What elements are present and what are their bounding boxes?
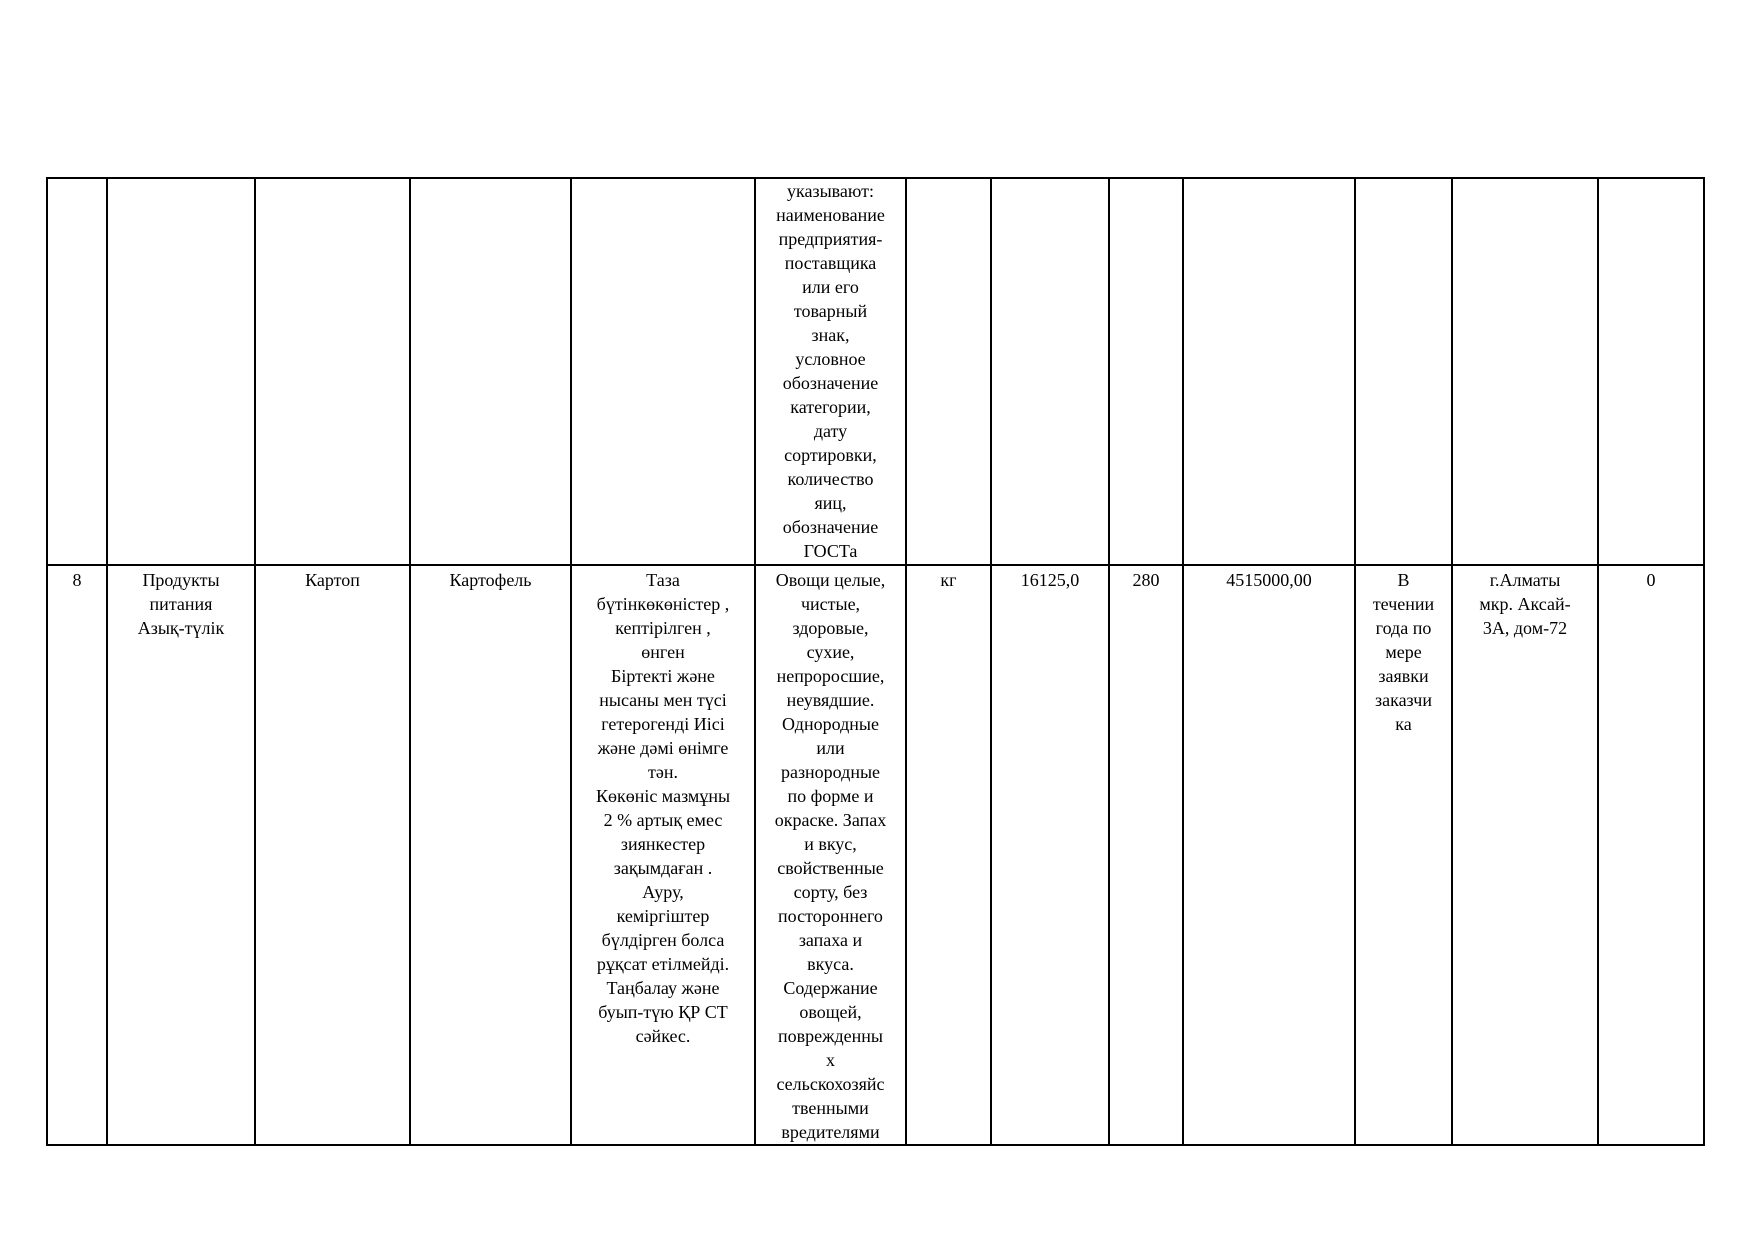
- table-row: [47, 178, 1704, 565]
- cell-num: [47, 178, 107, 565]
- cell-delivery-term: В течении года по мере заявки заказчи ка: [1355, 565, 1452, 1145]
- cell-unit: кг: [906, 565, 991, 1145]
- cell-name-ru: [410, 178, 571, 565]
- cell-category: [107, 178, 255, 565]
- cell-delivery-place: г.Алматы мкр. Аксай- 3А, дом-72: [1452, 565, 1598, 1145]
- cell-name-ru: Картофель: [410, 565, 571, 1145]
- cell-name-kz: Картоп: [255, 565, 410, 1145]
- cell-amount: 4515000,00: [1183, 565, 1355, 1145]
- cell-description-kz: Таза бүтінкөкөністер , кептірілген , өнген Біртекті және нысаны мен түсі гетерогенді Иісі және дәмі өнімге тән. Көкөніс мазмұны 2 % артық емес зиянкестер зақымдаған . Ауру, кеміргіштер бүлдірген болса рұқсат етілмейді. Таңбалау және буып-түю ҚР СТ сәйкес.: [571, 565, 755, 1145]
- cell-advance: 0: [1598, 565, 1704, 1145]
- cell-delivery-place: [1452, 178, 1598, 565]
- cell-quantity: [991, 178, 1109, 565]
- cell-unit: [906, 178, 991, 565]
- cell-price: [1109, 178, 1183, 565]
- cell-advance: [1598, 178, 1704, 565]
- cell-num: 8: [47, 565, 107, 1145]
- procurement-table: [46, 177, 1705, 1146]
- cell-price: 280: [1109, 565, 1183, 1145]
- cell-category: Продукты питания Азық-түлік: [107, 565, 255, 1145]
- cell-quantity: 16125,0: [991, 565, 1109, 1145]
- cell-description-ru: Овощи целые, чистые, здоровые, сухие, непроросшие, неувядшие. Однородные или разнородные по форме и окраске. Запах и вкус, свойственные сорту, без постороннего запаха и вкуса. Содержание овощей, поврежденны х сельскохозяйс твенными вредителями: [755, 565, 906, 1145]
- cell-amount: [1183, 178, 1355, 565]
- cell-description-ru: указывают: наименование предприятия- поставщика или его товарный знак, условное обозначение категории, дату сортировки, количество яиц, обозначение ГОСТа: [755, 178, 906, 565]
- cell-description-kz: [571, 178, 755, 565]
- table-row: [47, 565, 1704, 1145]
- cell-name-kz: [255, 178, 410, 565]
- cell-delivery-term: [1355, 178, 1452, 565]
